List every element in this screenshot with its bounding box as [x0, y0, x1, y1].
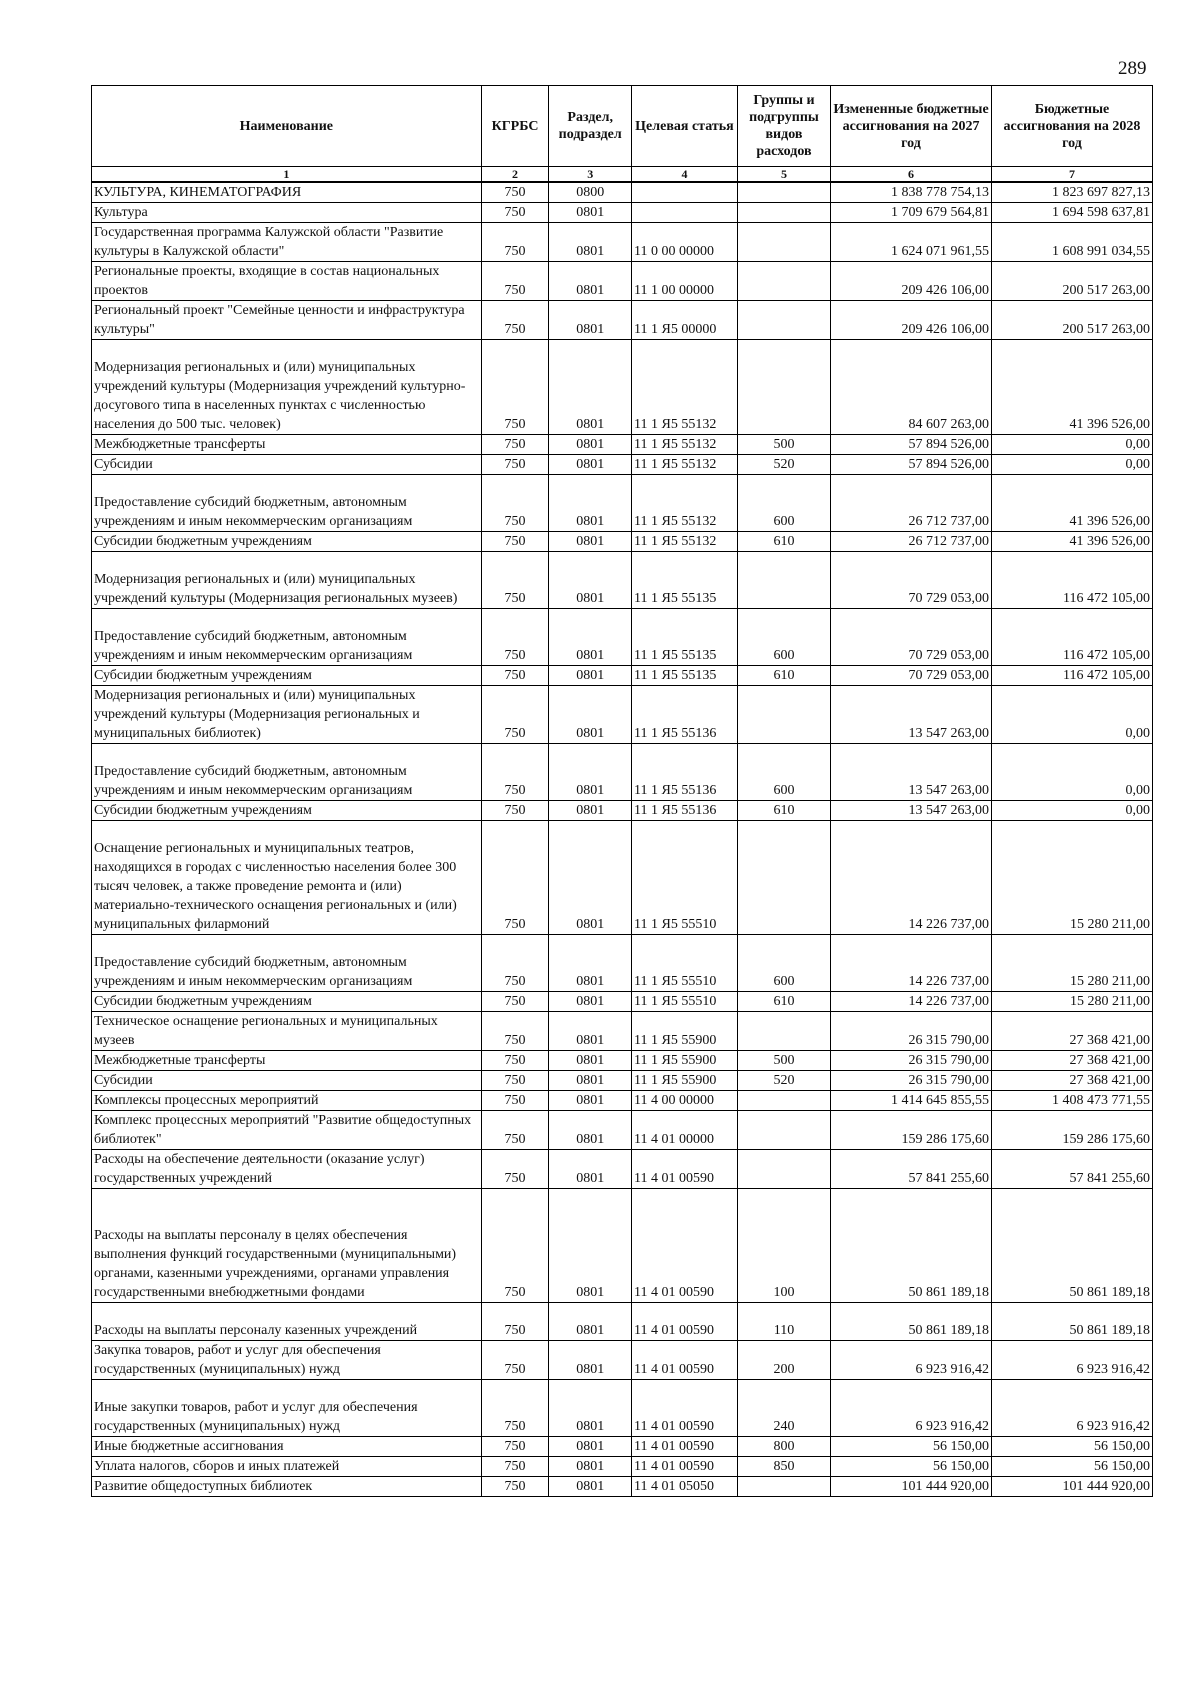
cell-amount-2028: 15 280 211,00: [991, 935, 1152, 992]
cell-section: 0801: [549, 992, 632, 1012]
cell-group: 500: [737, 1051, 830, 1071]
cell-amount-2028: 116 472 105,00: [991, 666, 1152, 686]
cell-name: Региональные проекты, входящие в состав национальных проектов: [92, 262, 482, 301]
cell-target: 11 1 Я5 55132: [632, 455, 738, 475]
cell-amount-2027: 56 150,00: [831, 1457, 992, 1477]
column-number-row: [92, 167, 1153, 183]
cell-kgrbs: 750: [481, 1111, 549, 1150]
column-number: 5: [737, 167, 830, 183]
cell-amount-2027: 13 547 263,00: [831, 744, 992, 801]
cell-section: 0801: [549, 552, 632, 609]
table-row: [92, 1111, 1153, 1150]
cell-target: 11 4 01 00590: [632, 1457, 738, 1477]
cell-name: Предоставление субсидий бюджетным, автономным учреждениям и иным некоммерческим организациям: [92, 935, 482, 992]
cell-section: 0801: [549, 1380, 632, 1437]
cell-section: 0801: [549, 1111, 632, 1150]
cell-group: 600: [737, 935, 830, 992]
cell-target: 11 1 Я5 55136: [632, 744, 738, 801]
column-number: 1: [92, 167, 482, 183]
column-number: 3: [549, 167, 632, 183]
cell-section: 0801: [549, 1051, 632, 1071]
cell-name: Межбюджетные трансферты: [92, 1051, 482, 1071]
header-section: Раздел, подраздел: [549, 86, 632, 167]
cell-target: 11 1 Я5 55510: [632, 935, 738, 992]
cell-amount-2027: 1 838 778 754,13: [831, 182, 992, 203]
cell-target: 11 0 00 00000: [632, 223, 738, 262]
cell-amount-2027: 26 712 737,00: [831, 532, 992, 552]
table-row: [92, 609, 1153, 666]
cell-target: 11 1 Я5 55132: [632, 532, 738, 552]
cell-kgrbs: 750: [481, 1071, 549, 1091]
cell-name: Комплекс процессных мероприятий "Развитие общедоступных библиотек": [92, 1111, 482, 1150]
cell-kgrbs: 750: [481, 744, 549, 801]
cell-section: 0801: [549, 1091, 632, 1111]
table-row: [92, 1091, 1153, 1111]
cell-amount-2028: 57 841 255,60: [991, 1150, 1152, 1189]
cell-target: 11 1 Я5 55900: [632, 1071, 738, 1091]
cell-name: Субсидии бюджетным учреждениям: [92, 666, 482, 686]
cell-target: 11 4 01 00590: [632, 1380, 738, 1437]
cell-kgrbs: 750: [481, 223, 549, 262]
cell-group: 100: [737, 1189, 830, 1303]
cell-target: 11 1 Я5 55132: [632, 475, 738, 532]
table-row: [92, 301, 1153, 340]
cell-section: 0801: [549, 455, 632, 475]
cell-group: 610: [737, 532, 830, 552]
cell-amount-2028: 1 608 991 034,55: [991, 223, 1152, 262]
cell-name: Расходы на выплаты персоналу казенных учреждений: [92, 1303, 482, 1341]
cell-section: 0801: [549, 262, 632, 301]
cell-amount-2027: 6 923 916,42: [831, 1380, 992, 1437]
cell-kgrbs: 750: [481, 935, 549, 992]
cell-name: Иные закупки товаров, работ и услуг для обеспечения государственных (муниципальных) нужд: [92, 1380, 482, 1437]
cell-name: Расходы на выплаты персоналу в целях обеспечения выполнения функций государственными (муниципальными) органами, казенными учреждениями, органами управления государственными внебюджетными фондами: [92, 1189, 482, 1303]
cell-group: [737, 1150, 830, 1189]
table-row: [92, 1012, 1153, 1051]
cell-group: 800: [737, 1437, 830, 1457]
cell-amount-2027: 13 547 263,00: [831, 686, 992, 744]
cell-group: [737, 340, 830, 435]
cell-kgrbs: 750: [481, 992, 549, 1012]
cell-target: 11 1 Я5 55135: [632, 552, 738, 609]
header-target: Целевая статья: [632, 86, 738, 167]
cell-kgrbs: 750: [481, 340, 549, 435]
cell-amount-2028: 0,00: [991, 686, 1152, 744]
cell-amount-2028: 1 823 697 827,13: [991, 182, 1152, 203]
cell-kgrbs: 750: [481, 801, 549, 821]
cell-group: [737, 203, 830, 223]
cell-name: Предоставление субсидий бюджетным, автономным учреждениям и иным некоммерческим организациям: [92, 744, 482, 801]
cell-kgrbs: 750: [481, 1051, 549, 1071]
cell-group: 600: [737, 609, 830, 666]
cell-kgrbs: 750: [481, 821, 549, 935]
table-row: [92, 1150, 1153, 1189]
table-row: [92, 1341, 1153, 1380]
cell-name: Предоставление субсидий бюджетным, автономным учреждениям и иным некоммерческим организациям: [92, 609, 482, 666]
cell-name: Уплата налогов, сборов и иных платежей: [92, 1457, 482, 1477]
cell-amount-2028: 101 444 920,00: [991, 1477, 1152, 1497]
cell-amount-2028: 116 472 105,00: [991, 552, 1152, 609]
cell-kgrbs: 750: [481, 1457, 549, 1477]
cell-amount-2028: 200 517 263,00: [991, 301, 1152, 340]
cell-section: 0801: [549, 1457, 632, 1477]
cell-name: Развитие общедоступных библиотек: [92, 1477, 482, 1497]
cell-target: 11 4 00 00000: [632, 1091, 738, 1111]
table-row: [92, 821, 1153, 935]
cell-amount-2027: 14 226 737,00: [831, 992, 992, 1012]
cell-amount-2028: 56 150,00: [991, 1437, 1152, 1457]
table-row: [92, 1051, 1153, 1071]
cell-section: 0801: [549, 1189, 632, 1303]
cell-name: Техническое оснащение региональных и муниципальных музеев: [92, 1012, 482, 1051]
cell-amount-2027: 57 894 526,00: [831, 455, 992, 475]
cell-section: 0801: [549, 1477, 632, 1497]
cell-target: 11 4 01 00590: [632, 1150, 738, 1189]
cell-name: Субсидии: [92, 1071, 482, 1091]
cell-amount-2027: 209 426 106,00: [831, 301, 992, 340]
cell-amount-2028: 41 396 526,00: [991, 475, 1152, 532]
cell-group: [737, 301, 830, 340]
table-body: [92, 182, 1153, 1497]
cell-kgrbs: 750: [481, 455, 549, 475]
cell-amount-2027: 70 729 053,00: [831, 552, 992, 609]
column-number: 4: [632, 167, 738, 183]
table-row: [92, 1380, 1153, 1437]
cell-section: 0801: [549, 435, 632, 455]
cell-section: 0801: [549, 801, 632, 821]
cell-name: Расходы на обеспечение деятельности (оказание услуг) государственных учреждений: [92, 1150, 482, 1189]
cell-name: Комплексы процессных мероприятий: [92, 1091, 482, 1111]
cell-kgrbs: 750: [481, 1437, 549, 1457]
cell-target: [632, 182, 738, 203]
cell-amount-2028: 56 150,00: [991, 1457, 1152, 1477]
column-number: 6: [831, 167, 992, 183]
cell-name: Закупка товаров, работ и услуг для обеспечения государственных (муниципальных) нужд: [92, 1341, 482, 1380]
table-row: [92, 262, 1153, 301]
table-row: [92, 1189, 1153, 1303]
table-row: [92, 223, 1153, 262]
cell-section: 0801: [549, 666, 632, 686]
cell-kgrbs: 750: [481, 686, 549, 744]
table-row: [92, 340, 1153, 435]
cell-kgrbs: 750: [481, 1012, 549, 1051]
column-number: 7: [991, 167, 1152, 183]
cell-target: 11 4 01 00590: [632, 1437, 738, 1457]
table-row: [92, 455, 1153, 475]
cell-kgrbs: 750: [481, 301, 549, 340]
cell-group: 610: [737, 666, 830, 686]
cell-target: 11 1 00 00000: [632, 262, 738, 301]
cell-amount-2028: 50 861 189,18: [991, 1303, 1152, 1341]
cell-amount-2028: 41 396 526,00: [991, 532, 1152, 552]
table-row: [92, 552, 1153, 609]
table-row: [92, 1437, 1153, 1457]
cell-amount-2027: 14 226 737,00: [831, 821, 992, 935]
cell-kgrbs: 750: [481, 475, 549, 532]
cell-amount-2027: 26 315 790,00: [831, 1012, 992, 1051]
cell-amount-2027: 1 709 679 564,81: [831, 203, 992, 223]
cell-group: 520: [737, 1071, 830, 1091]
cell-group: 500: [737, 435, 830, 455]
table-row: [92, 666, 1153, 686]
cell-amount-2028: 6 923 916,42: [991, 1341, 1152, 1380]
cell-amount-2027: 6 923 916,42: [831, 1341, 992, 1380]
cell-group: 600: [737, 744, 830, 801]
table-row: [92, 1457, 1153, 1477]
cell-group: [737, 821, 830, 935]
cell-amount-2028: 27 368 421,00: [991, 1051, 1152, 1071]
cell-group: 200: [737, 1341, 830, 1380]
cell-section: 0801: [549, 203, 632, 223]
cell-section: 0801: [549, 1012, 632, 1051]
cell-amount-2027: 14 226 737,00: [831, 935, 992, 992]
cell-amount-2027: 56 150,00: [831, 1437, 992, 1457]
cell-group: 610: [737, 801, 830, 821]
cell-amount-2027: 101 444 920,00: [831, 1477, 992, 1497]
cell-target: 11 1 Я5 55136: [632, 686, 738, 744]
cell-group: [737, 552, 830, 609]
cell-target: 11 1 Я5 55900: [632, 1012, 738, 1051]
cell-amount-2027: 159 286 175,60: [831, 1111, 992, 1150]
cell-target: 11 1 Я5 55510: [632, 821, 738, 935]
cell-kgrbs: 750: [481, 1091, 549, 1111]
cell-group: [737, 223, 830, 262]
header-name: Наименование: [92, 86, 482, 167]
cell-target: 11 4 01 00590: [632, 1303, 738, 1341]
cell-amount-2027: 70 729 053,00: [831, 666, 992, 686]
cell-target: 11 4 01 05050: [632, 1477, 738, 1497]
cell-amount-2028: 27 368 421,00: [991, 1071, 1152, 1091]
cell-name: Субсидии: [92, 455, 482, 475]
cell-kgrbs: 750: [481, 262, 549, 301]
cell-kgrbs: 750: [481, 666, 549, 686]
cell-kgrbs: 750: [481, 552, 549, 609]
cell-amount-2028: 6 923 916,42: [991, 1380, 1152, 1437]
cell-amount-2027: 50 861 189,18: [831, 1189, 992, 1303]
cell-section: 0801: [549, 223, 632, 262]
cell-kgrbs: 750: [481, 1341, 549, 1380]
cell-amount-2027: 26 315 790,00: [831, 1071, 992, 1091]
cell-name: Модернизация региональных и (или) муниципальных учреждений культуры (Модернизация учреждений культурно-досугового типа в населенных пунктах с численностью населения до 500 тыс. человек): [92, 340, 482, 435]
cell-name: Модернизация региональных и (или) муниципальных учреждений культуры (Модернизация региональных и муниципальных библиотек): [92, 686, 482, 744]
cell-section: 0801: [549, 1150, 632, 1189]
page-number: 289: [1118, 58, 1147, 79]
cell-kgrbs: 750: [481, 1380, 549, 1437]
cell-group: [737, 686, 830, 744]
cell-group: 610: [737, 992, 830, 1012]
cell-section: 0801: [549, 475, 632, 532]
cell-amount-2028: 0,00: [991, 455, 1152, 475]
cell-name: Оснащение региональных и муниципальных театров, находящихся в городах с численностью населения более 300 тысяч человек, а также проведение ремонта и (или) материально-технического оснащения региональных и (или) муниципальных филармоний: [92, 821, 482, 935]
cell-section: 0800: [549, 182, 632, 203]
table-row: [92, 744, 1153, 801]
cell-kgrbs: 750: [481, 182, 549, 203]
table-row: [92, 935, 1153, 992]
cell-name: Предоставление субсидий бюджетным, автономным учреждениям и иным некоммерческим организациям: [92, 475, 482, 532]
cell-amount-2027: 26 712 737,00: [831, 475, 992, 532]
cell-amount-2028: 159 286 175,60: [991, 1111, 1152, 1150]
cell-amount-2028: 27 368 421,00: [991, 1012, 1152, 1051]
budget-table: [91, 85, 1153, 1497]
table-row: [92, 686, 1153, 744]
cell-target: 11 1 Я5 55135: [632, 666, 738, 686]
cell-amount-2028: 1 694 598 637,81: [991, 203, 1152, 223]
cell-section: 0801: [549, 744, 632, 801]
cell-amount-2027: 1 624 071 961,55: [831, 223, 992, 262]
cell-section: 0801: [549, 340, 632, 435]
cell-kgrbs: 750: [481, 532, 549, 552]
header-amount-2028: Бюджетные ассигнования на 2028 год: [991, 86, 1152, 167]
cell-name: Субсидии бюджетным учреждениям: [92, 992, 482, 1012]
cell-section: 0801: [549, 935, 632, 992]
cell-target: 11 1 Я5 55136: [632, 801, 738, 821]
cell-kgrbs: 750: [481, 1303, 549, 1341]
table-row: [92, 532, 1153, 552]
table-row: [92, 203, 1153, 223]
cell-group: [737, 1477, 830, 1497]
cell-group: 520: [737, 455, 830, 475]
table-row: [92, 435, 1153, 455]
cell-target: 11 1 Я5 55132: [632, 340, 738, 435]
cell-target: 11 1 Я5 55510: [632, 992, 738, 1012]
cell-amount-2027: 70 729 053,00: [831, 609, 992, 666]
cell-kgrbs: 750: [481, 203, 549, 223]
cell-amount-2027: 84 607 263,00: [831, 340, 992, 435]
table-row: [92, 182, 1153, 203]
cell-kgrbs: 750: [481, 435, 549, 455]
cell-name: Субсидии бюджетным учреждениям: [92, 801, 482, 821]
cell-section: 0801: [549, 301, 632, 340]
cell-section: 0801: [549, 1303, 632, 1341]
cell-amount-2027: 50 861 189,18: [831, 1303, 992, 1341]
cell-amount-2028: 15 280 211,00: [991, 992, 1152, 1012]
cell-amount-2028: 0,00: [991, 744, 1152, 801]
cell-target: 11 4 01 00590: [632, 1189, 738, 1303]
header-group: Группы и подгруппы видов расходов: [737, 86, 830, 167]
cell-amount-2028: 1 408 473 771,55: [991, 1091, 1152, 1111]
cell-section: 0801: [549, 1437, 632, 1457]
cell-amount-2027: 57 841 255,60: [831, 1150, 992, 1189]
cell-group: [737, 182, 830, 203]
cell-section: 0801: [549, 1341, 632, 1380]
cell-name: Иные бюджетные ассигнования: [92, 1437, 482, 1457]
header-kgrbs: КГРБС: [481, 86, 549, 167]
cell-amount-2028: 116 472 105,00: [991, 609, 1152, 666]
cell-group: [737, 262, 830, 301]
cell-section: 0801: [549, 532, 632, 552]
cell-amount-2028: 15 280 211,00: [991, 821, 1152, 935]
cell-amount-2027: 57 894 526,00: [831, 435, 992, 455]
cell-target: 11 1 Я5 55900: [632, 1051, 738, 1071]
table-row: [92, 475, 1153, 532]
cell-amount-2028: 50 861 189,18: [991, 1189, 1152, 1303]
cell-target: [632, 203, 738, 223]
cell-section: 0801: [549, 821, 632, 935]
cell-section: 0801: [549, 609, 632, 666]
cell-amount-2028: 41 396 526,00: [991, 340, 1152, 435]
cell-target: 11 1 Я5 55132: [632, 435, 738, 455]
cell-name: Субсидии бюджетным учреждениям: [92, 532, 482, 552]
cell-name: Межбюджетные трансферты: [92, 435, 482, 455]
cell-amount-2027: 209 426 106,00: [831, 262, 992, 301]
cell-group: 600: [737, 475, 830, 532]
cell-amount-2027: 26 315 790,00: [831, 1051, 992, 1071]
header-amount-2027: Измененные бюджетные ассигнования на 2027 год: [831, 86, 992, 167]
cell-target: 11 1 Я5 00000: [632, 301, 738, 340]
cell-name: Модернизация региональных и (или) муниципальных учреждений культуры (Модернизация региональных музеев): [92, 552, 482, 609]
cell-group: 850: [737, 1457, 830, 1477]
cell-amount-2028: 0,00: [991, 435, 1152, 455]
cell-amount-2027: 1 414 645 855,55: [831, 1091, 992, 1111]
cell-group: 110: [737, 1303, 830, 1341]
cell-kgrbs: 750: [481, 609, 549, 666]
table-row: [92, 801, 1153, 821]
cell-group: [737, 1012, 830, 1051]
cell-group: [737, 1111, 830, 1150]
cell-name: Государственная программа Калужской области "Развитие культуры в Калужской области": [92, 223, 482, 262]
cell-section: 0801: [549, 1071, 632, 1091]
cell-group: 240: [737, 1380, 830, 1437]
cell-amount-2027: 13 547 263,00: [831, 801, 992, 821]
cell-target: 11 4 01 00000: [632, 1111, 738, 1150]
table-row: [92, 992, 1153, 1012]
cell-target: 11 1 Я5 55135: [632, 609, 738, 666]
cell-name: КУЛЬТУРА, КИНЕМАТОГРАФИЯ: [92, 182, 482, 203]
table-row: [92, 1071, 1153, 1091]
table-row: [92, 1303, 1153, 1341]
cell-name: Культура: [92, 203, 482, 223]
cell-group: [737, 1091, 830, 1111]
cell-name: Региональный проект "Семейные ценности и инфраструктура культуры": [92, 301, 482, 340]
cell-kgrbs: 750: [481, 1477, 549, 1497]
cell-amount-2028: 200 517 263,00: [991, 262, 1152, 301]
cell-kgrbs: 750: [481, 1150, 549, 1189]
cell-kgrbs: 750: [481, 1189, 549, 1303]
cell-target: 11 4 01 00590: [632, 1341, 738, 1380]
cell-section: 0801: [549, 686, 632, 744]
header-row: [92, 86, 1153, 167]
cell-amount-2028: 0,00: [991, 801, 1152, 821]
column-number: 2: [481, 167, 549, 183]
table-row: [92, 1477, 1153, 1497]
